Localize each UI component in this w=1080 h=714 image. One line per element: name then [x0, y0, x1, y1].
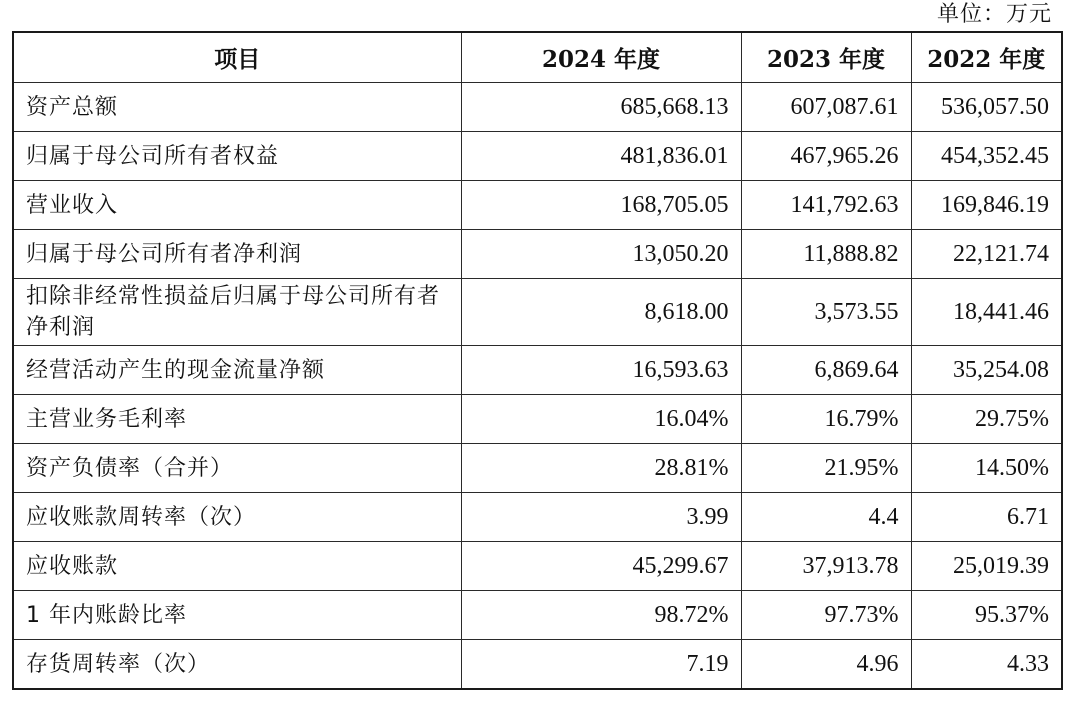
row-label: 资产总额 — [13, 83, 461, 132]
value-2022: 18,441.46 — [911, 279, 1062, 346]
value-2022: 22,121.74 — [911, 230, 1062, 279]
row-label: 营业收入 — [13, 181, 461, 230]
value-2023: 21.95% — [741, 444, 911, 493]
row-label: 主营业务毛利率 — [13, 395, 461, 444]
value-2024: 685,668.13 — [461, 83, 741, 132]
value-2024: 16.04% — [461, 395, 741, 444]
row-label: 存货周转率（次） — [13, 640, 461, 690]
value-2024: 13,050.20 — [461, 230, 741, 279]
table-row — [13, 346, 1062, 395]
value-2022: 4.33 — [911, 640, 1062, 690]
row-label: 扣除非经常性损益后归属于母公司所有者净利润 — [13, 279, 461, 346]
value-2024: 28.81% — [461, 444, 741, 493]
table-row — [13, 230, 1062, 279]
value-2024: 45,299.67 — [461, 542, 741, 591]
header-2023: 2023 年度 — [741, 32, 911, 83]
value-2024: 3.99 — [461, 493, 741, 542]
table-row — [13, 181, 1062, 230]
row-label: 经营活动产生的现金流量净额 — [13, 346, 461, 395]
value-2022: 14.50% — [911, 444, 1062, 493]
value-2024: 168,705.05 — [461, 181, 741, 230]
financial-summary-table — [12, 31, 1063, 690]
value-2023: 141,792.63 — [741, 181, 911, 230]
value-2023: 467,965.26 — [741, 132, 911, 181]
value-2023: 3,573.55 — [741, 279, 911, 346]
table-row — [13, 395, 1062, 444]
unit-label: 单位：万元 — [936, 2, 1052, 27]
value-2023: 97.73% — [741, 591, 911, 640]
value-2023: 4.4 — [741, 493, 911, 542]
value-2024: 16,593.63 — [461, 346, 741, 395]
table-header-row — [13, 32, 1062, 83]
row-label: 应收账款 — [13, 542, 461, 591]
row-label: 资产负债率（合并） — [13, 444, 461, 493]
header-2022: 2022 年度 — [911, 32, 1062, 83]
table-row — [13, 542, 1062, 591]
value-2023: 6,869.64 — [741, 346, 911, 395]
value-2023: 4.96 — [741, 640, 911, 690]
value-2023: 16.79% — [741, 395, 911, 444]
value-2022: 454,352.45 — [911, 132, 1062, 181]
row-label: 归属于母公司所有者净利润 — [13, 230, 461, 279]
table-row — [13, 493, 1062, 542]
header-2024: 2024 年度 — [461, 32, 741, 83]
table-row — [13, 640, 1062, 690]
value-2022: 29.75% — [911, 395, 1062, 444]
value-2024: 7.19 — [461, 640, 741, 690]
row-label: 1 年内账龄比率 — [13, 591, 461, 640]
value-2022: 6.71 — [911, 493, 1062, 542]
value-2022: 35,254.08 — [911, 346, 1062, 395]
table-row — [13, 444, 1062, 493]
value-2023: 37,913.78 — [741, 542, 911, 591]
table-row — [13, 132, 1062, 181]
value-2022: 25,019.39 — [911, 542, 1062, 591]
value-2024: 98.72% — [461, 591, 741, 640]
value-2024: 8,618.00 — [461, 279, 741, 346]
table-row — [13, 591, 1062, 640]
row-label: 应收账款周转率（次） — [13, 493, 461, 542]
value-2024: 481,836.01 — [461, 132, 741, 181]
value-2022: 95.37% — [911, 591, 1062, 640]
value-2022: 536,057.50 — [911, 83, 1062, 132]
value-2023: 607,087.61 — [741, 83, 911, 132]
value-2022: 169,846.19 — [911, 181, 1062, 230]
row-label: 归属于母公司所有者权益 — [13, 132, 461, 181]
table-row — [13, 279, 1062, 346]
table-row — [13, 83, 1062, 132]
value-2023: 11,888.82 — [741, 230, 911, 279]
header-item: 项目 — [13, 32, 461, 83]
